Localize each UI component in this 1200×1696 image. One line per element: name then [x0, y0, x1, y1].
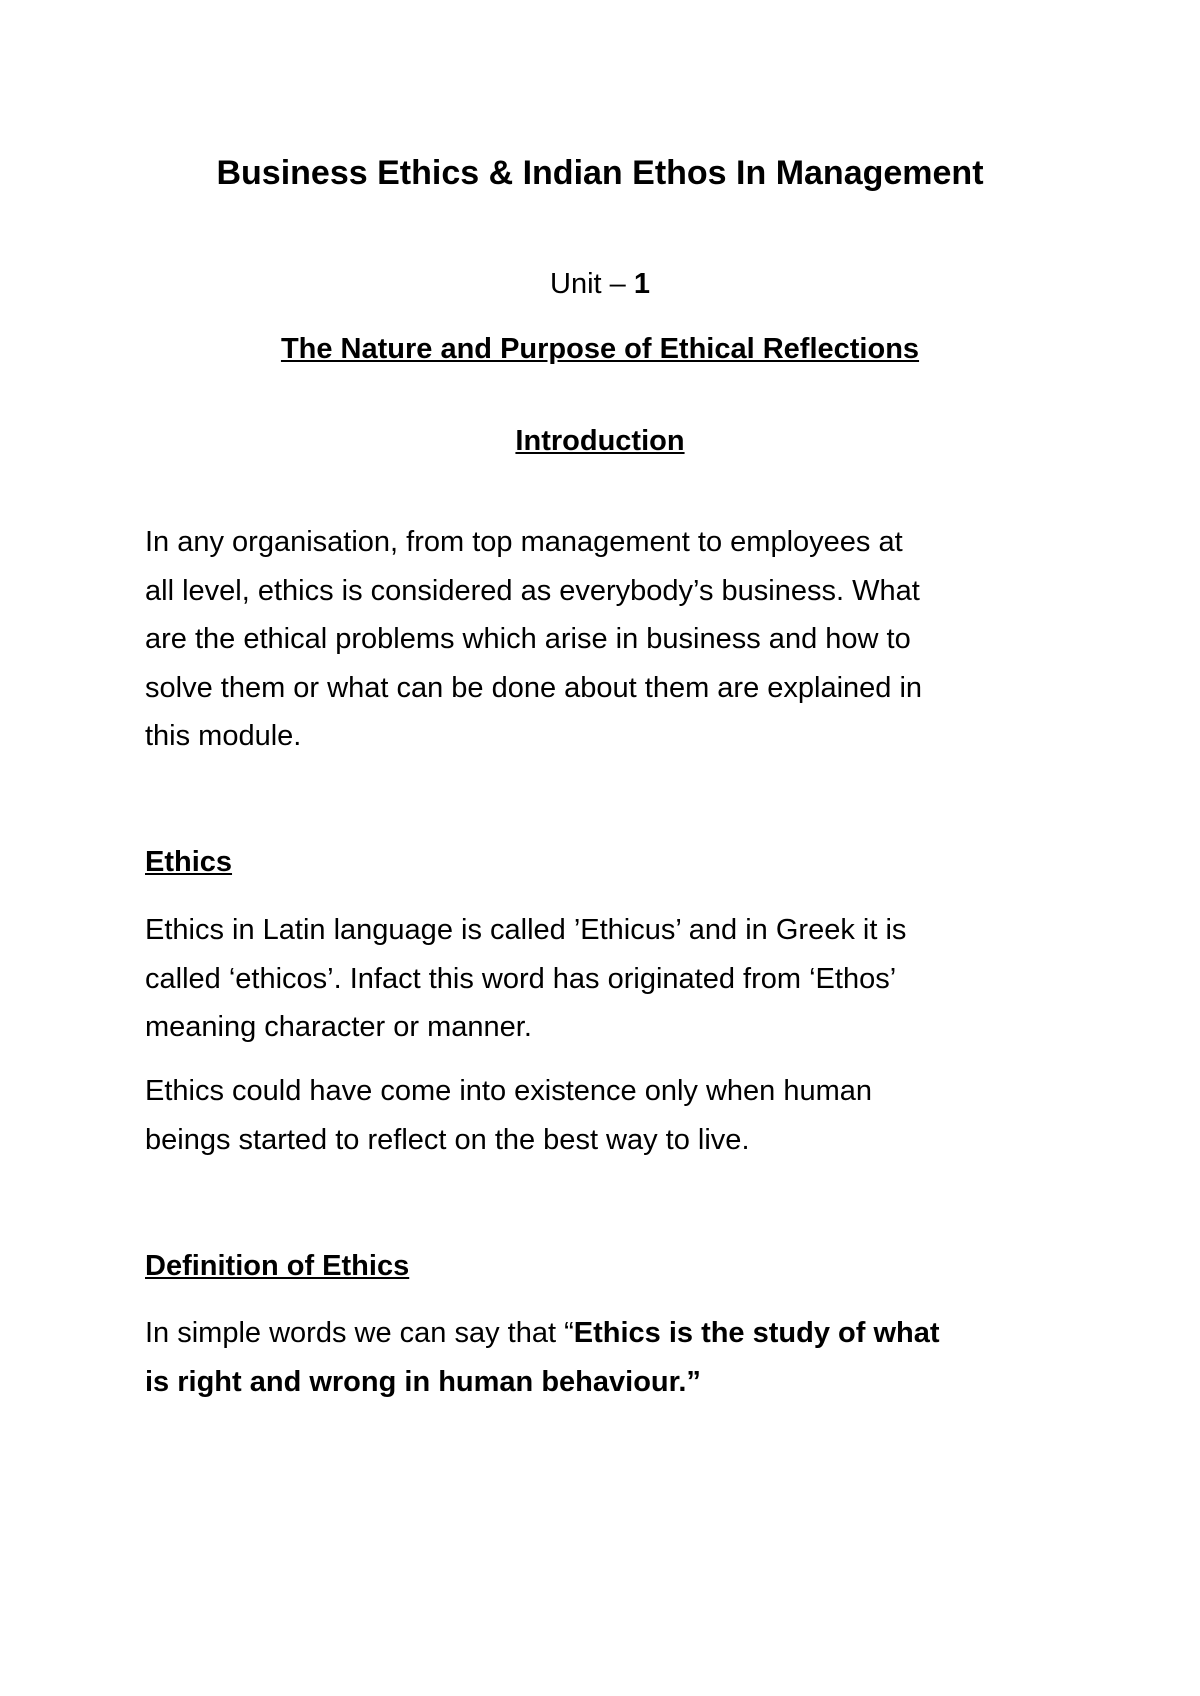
- definition-heading: Definition of Ethics: [145, 1250, 410, 1282]
- definition-line-1: [145, 1309, 1065, 1358]
- definition-quote-end: is right and wrong in human behaviour.”: [145, 1365, 701, 1398]
- paragraph-line: In any organisation, from top management to employees at: [145, 526, 903, 558]
- paragraph-line: are the ethical problems which arise in business and how to: [145, 623, 911, 655]
- paragraph-line: this module.: [145, 720, 302, 752]
- introduction-paragraph: [145, 518, 1065, 761]
- paragraph-line: meaning character or manner.: [145, 1011, 532, 1043]
- definition-quote-start: Ethics is the study of what: [573, 1317, 940, 1349]
- paragraph-line: all level, ethics is considered as everybody’s business. What: [145, 574, 920, 607]
- unit-number: 1: [633, 268, 650, 300]
- paragraph-line: solve them or what can be done about them are explained in: [145, 671, 923, 704]
- paragraph-line: called ‘ethicos’. Infact this word has originated from ‘Ethos’: [145, 962, 897, 995]
- chapter-title: The Nature and Purpose of Ethical Reflections: [280, 333, 920, 365]
- paragraph-line: beings started to reflect on the best way to live.: [145, 1123, 750, 1156]
- introduction-heading: Introduction: [515, 425, 685, 457]
- unit-label-text: Unit –: [550, 268, 634, 300]
- ethics-paragraph-1: [145, 906, 1065, 1052]
- definition-paragraph: [145, 1309, 1065, 1406]
- definition-intro-text: In simple words we can say that “: [145, 1317, 574, 1349]
- ethics-paragraph-2: [145, 1067, 1065, 1164]
- document-title: Business Ethics & Indian Ethos In Management: [216, 154, 984, 192]
- unit-label: [0, 264, 1200, 304]
- paragraph-line: Ethics in Latin language is called ’Ethicus’ and in Greek it is: [145, 914, 907, 946]
- paragraph-line: Ethics could have come into existence only when human: [145, 1075, 873, 1107]
- ethics-heading: Ethics: [145, 846, 233, 878]
